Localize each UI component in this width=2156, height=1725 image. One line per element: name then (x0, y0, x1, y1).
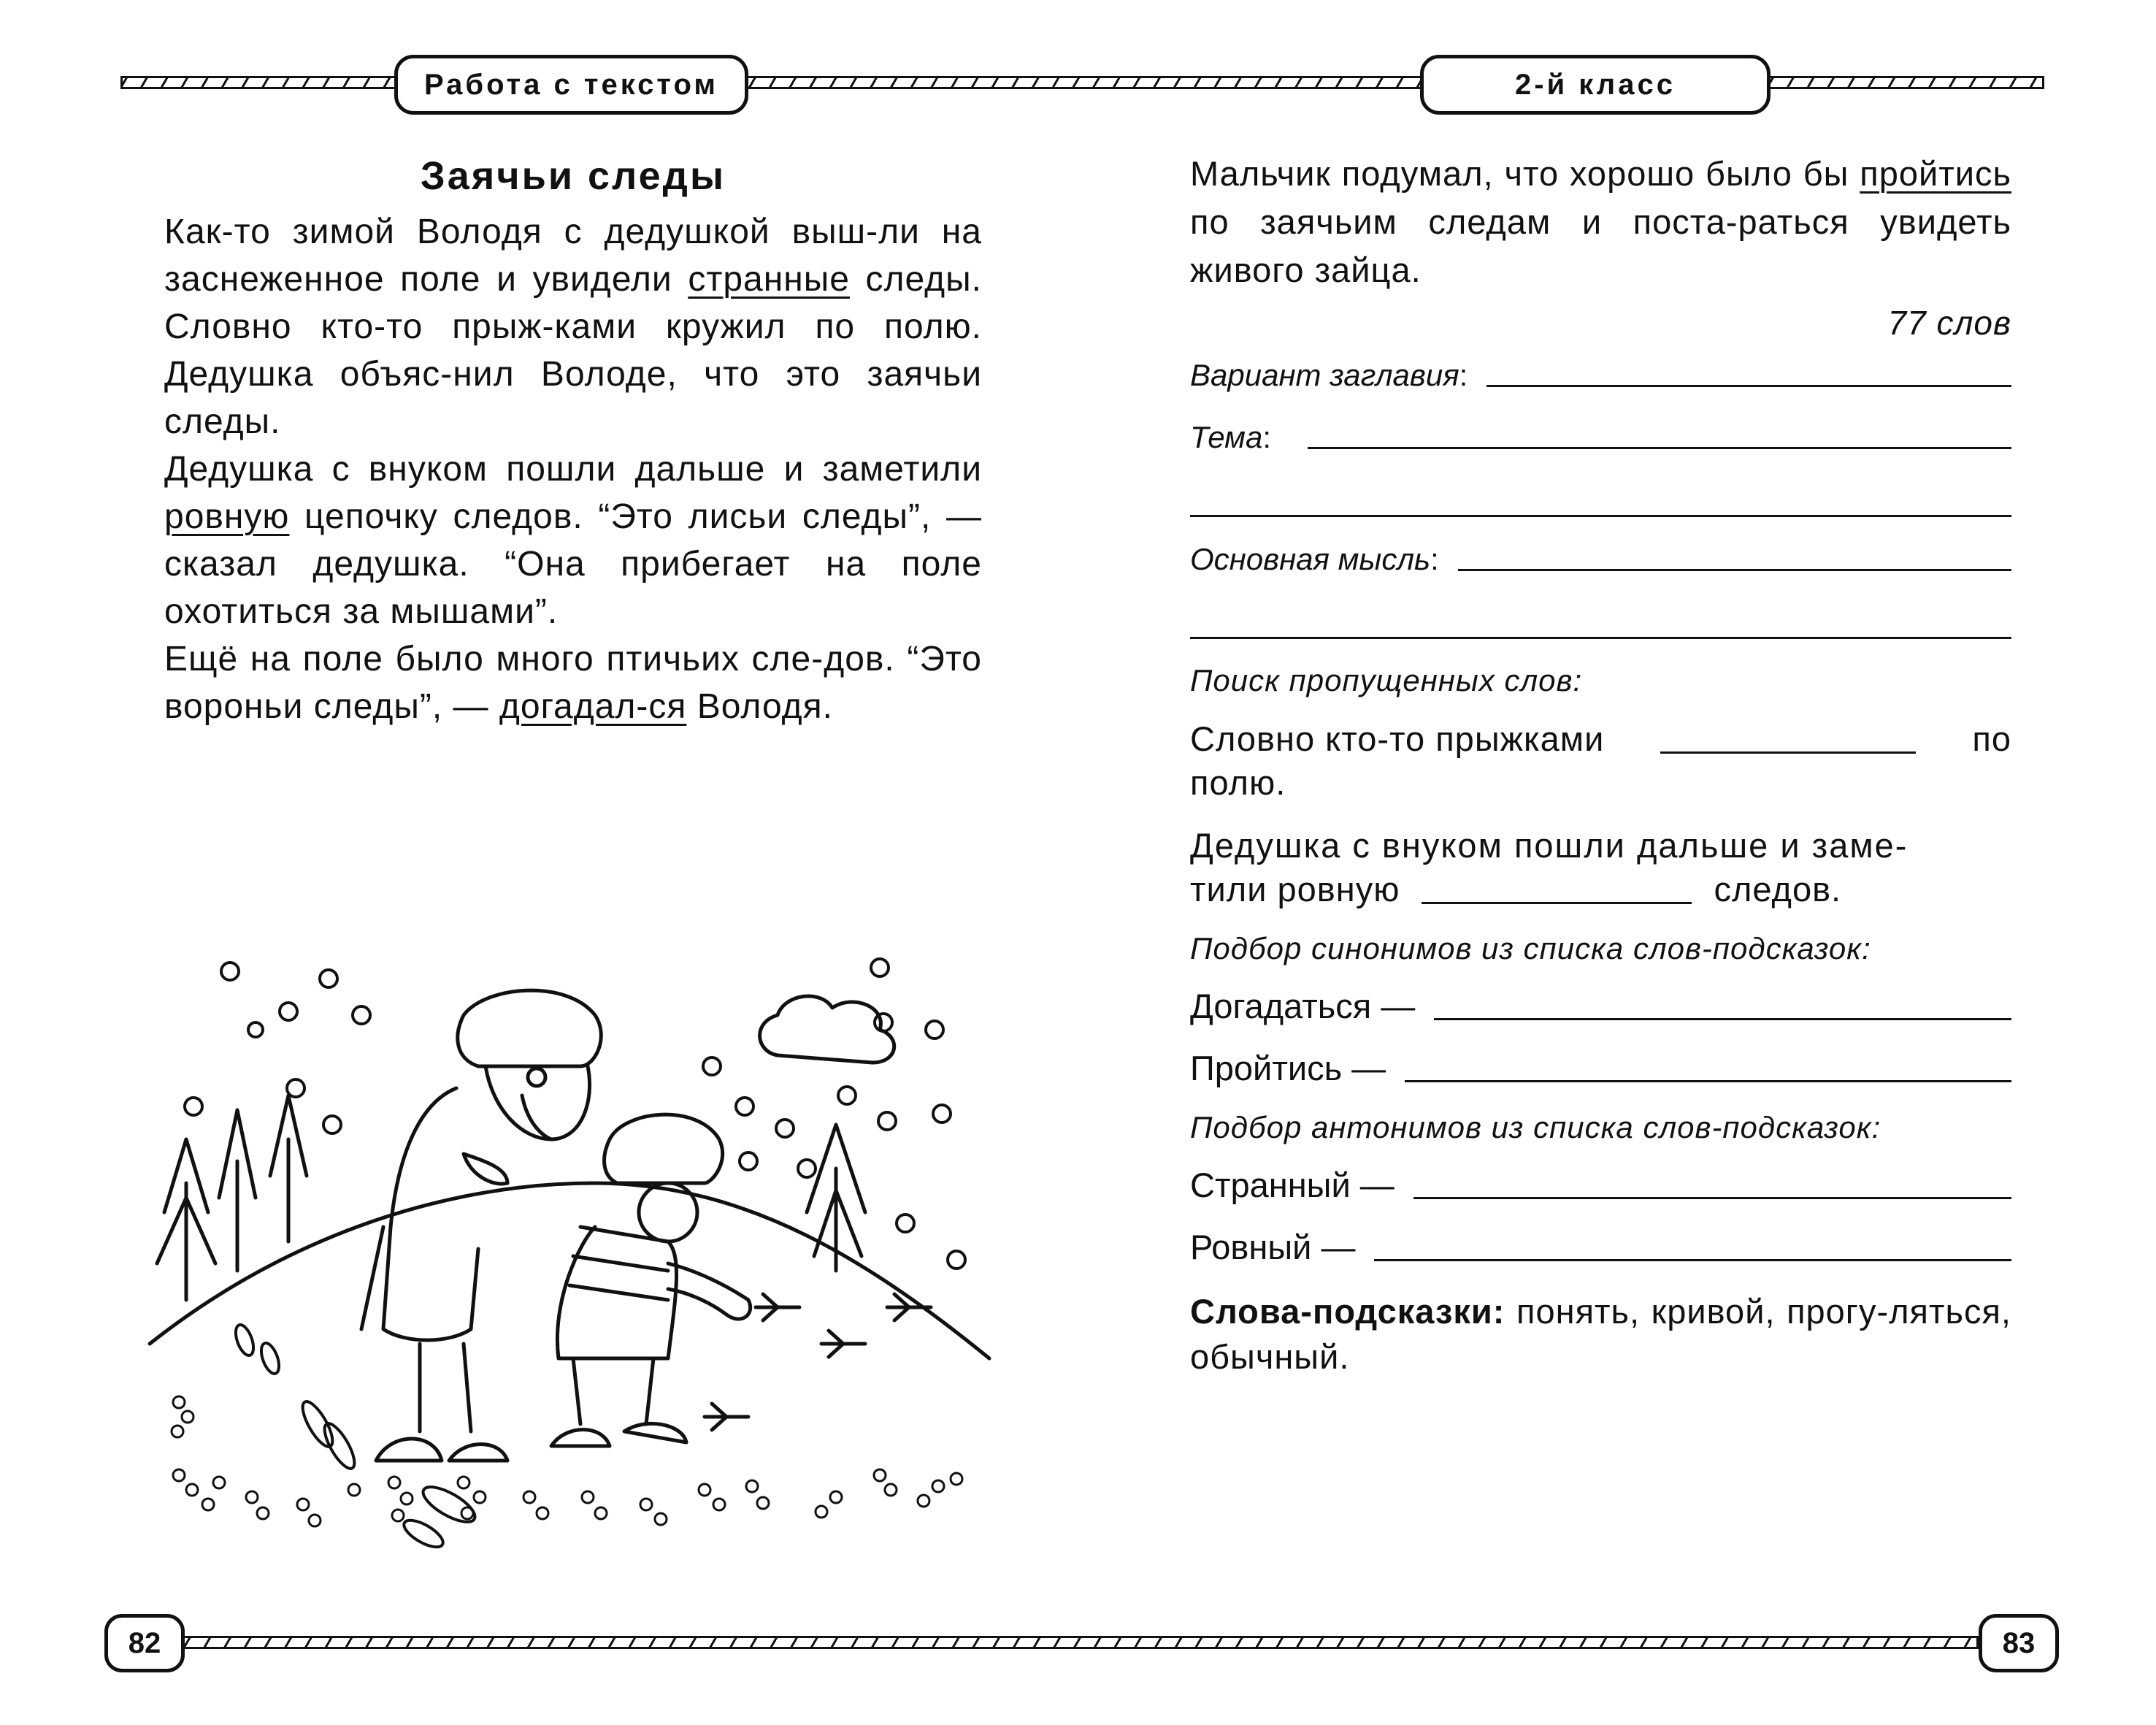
text: Володя. (686, 687, 833, 726)
missing-words-heading: Поиск пропущенных слов: (1190, 663, 1583, 697)
section-label: Работа с текстом (394, 55, 748, 115)
title-variant-answer-line[interactable] (1486, 385, 2011, 387)
underlined-word: странные (688, 260, 850, 299)
text: полю. (1190, 763, 1286, 802)
underlined-word: пройтись (1860, 154, 2011, 193)
theme-row (1190, 420, 2011, 455)
word-count: 77 слов (1887, 304, 2011, 342)
story-paragraph (164, 445, 982, 635)
text: следы. Словно кто-то прыж-ками кружил по полю. Дедушка объяс-нил Володе, что это заячьи следы. (164, 260, 983, 441)
right-page-number: 83 (1979, 1614, 2059, 1672)
text: по заячьим следам и поста-раться увидеть живого зайца. (1190, 202, 2011, 289)
colon: : (1430, 542, 1439, 576)
synonym-row-1 (1190, 986, 2011, 1026)
hint-words-label: Слова-подсказки: (1190, 1292, 1505, 1331)
hint-words-list: понять, кривой, прогу-ляться, обычный. (1190, 1292, 2011, 1376)
main-idea-label: Основная мысль (1190, 542, 1431, 576)
footer-rule (183, 1636, 1979, 1649)
theme-answer-line[interactable] (1308, 447, 2011, 449)
story-paragraph (164, 208, 982, 445)
story-paragraph (164, 635, 982, 730)
antonyms-heading: Подбор антонимов из списка слов-подсказок: (1190, 1110, 1881, 1144)
header-rule-right (1767, 76, 2044, 89)
antonym-answer-line[interactable] (1413, 1197, 2011, 1199)
left-page-number: 82 (104, 1614, 185, 1672)
main-idea-answer-line[interactable] (1458, 569, 2011, 571)
colon: : (1459, 358, 1468, 392)
text: цепочку следов. “Это лисьи следы”, — сказал дедушка. “Она прибегает на поле охотиться за мышами”. (164, 497, 982, 631)
header-rule-left (120, 76, 398, 89)
text: Ещё на поле было много птичьих сле-дов. “Это вороньи следы”, — (164, 640, 982, 726)
theme-label: Тема (1190, 420, 1263, 454)
underlined-word: ровную (164, 497, 290, 536)
blank-2[interactable] (1422, 877, 1692, 904)
synonym-word: Догадаться — (1190, 987, 1416, 1025)
colon: : (1262, 420, 1271, 454)
missing-words-sentence-2 (1190, 824, 2011, 911)
main-idea-answer-line-2[interactable] (1190, 637, 2011, 639)
theme-answer-line-2[interactable] (1190, 515, 2011, 517)
story-title: Заячьи следы (420, 154, 726, 198)
antonym-answer-line[interactable] (1374, 1259, 2011, 1261)
grade-label: 2-й класс (1420, 55, 1771, 115)
antonym-word: Странный — (1190, 1166, 1395, 1204)
missing-words-sentence-1 (1190, 717, 2011, 805)
synonyms-heading: Подбор синонимов из списка слов-подсказок: (1190, 931, 1871, 965)
antonym-row-1 (1190, 1165, 2011, 1205)
synonym-answer-line[interactable] (1405, 1080, 2011, 1082)
winter-illustration (142, 920, 1004, 1563)
title-variant-row (1190, 358, 2011, 393)
text: Как-то зимой Володя с дедушкой выш-ли на заснеженное поле и увидели (164, 213, 982, 299)
text: тили ровную (1190, 870, 1400, 909)
underlined-word: догадал-ся (499, 687, 687, 726)
antonym-row-2 (1190, 1227, 2011, 1267)
antonym-word: Ровный — (1190, 1228, 1356, 1266)
header-rule-middle (745, 76, 1431, 89)
text: Дедушка с внуком пошли дальше и заме- (1190, 826, 1908, 865)
synonym-row-2 (1190, 1048, 2011, 1088)
title-variant-label: Вариант заглавия (1190, 358, 1459, 392)
hint-words (1190, 1289, 2011, 1380)
text: Мальчик подумал, что хорошо было бы (1190, 154, 1860, 193)
text: Словно кто-то прыжками (1190, 719, 1605, 758)
main-idea-row (1190, 542, 2011, 577)
blank-1[interactable] (1660, 727, 1916, 754)
text: по (1972, 719, 2011, 758)
story-continuation (1190, 150, 2011, 294)
synonym-answer-line[interactable] (1434, 1018, 2011, 1020)
text: следов. (1714, 870, 1842, 909)
story-text (164, 208, 982, 730)
text: Дедушка с внуком пошли дальше и заметили (164, 450, 982, 489)
synonym-word: Пройтись — (1190, 1049, 1386, 1087)
